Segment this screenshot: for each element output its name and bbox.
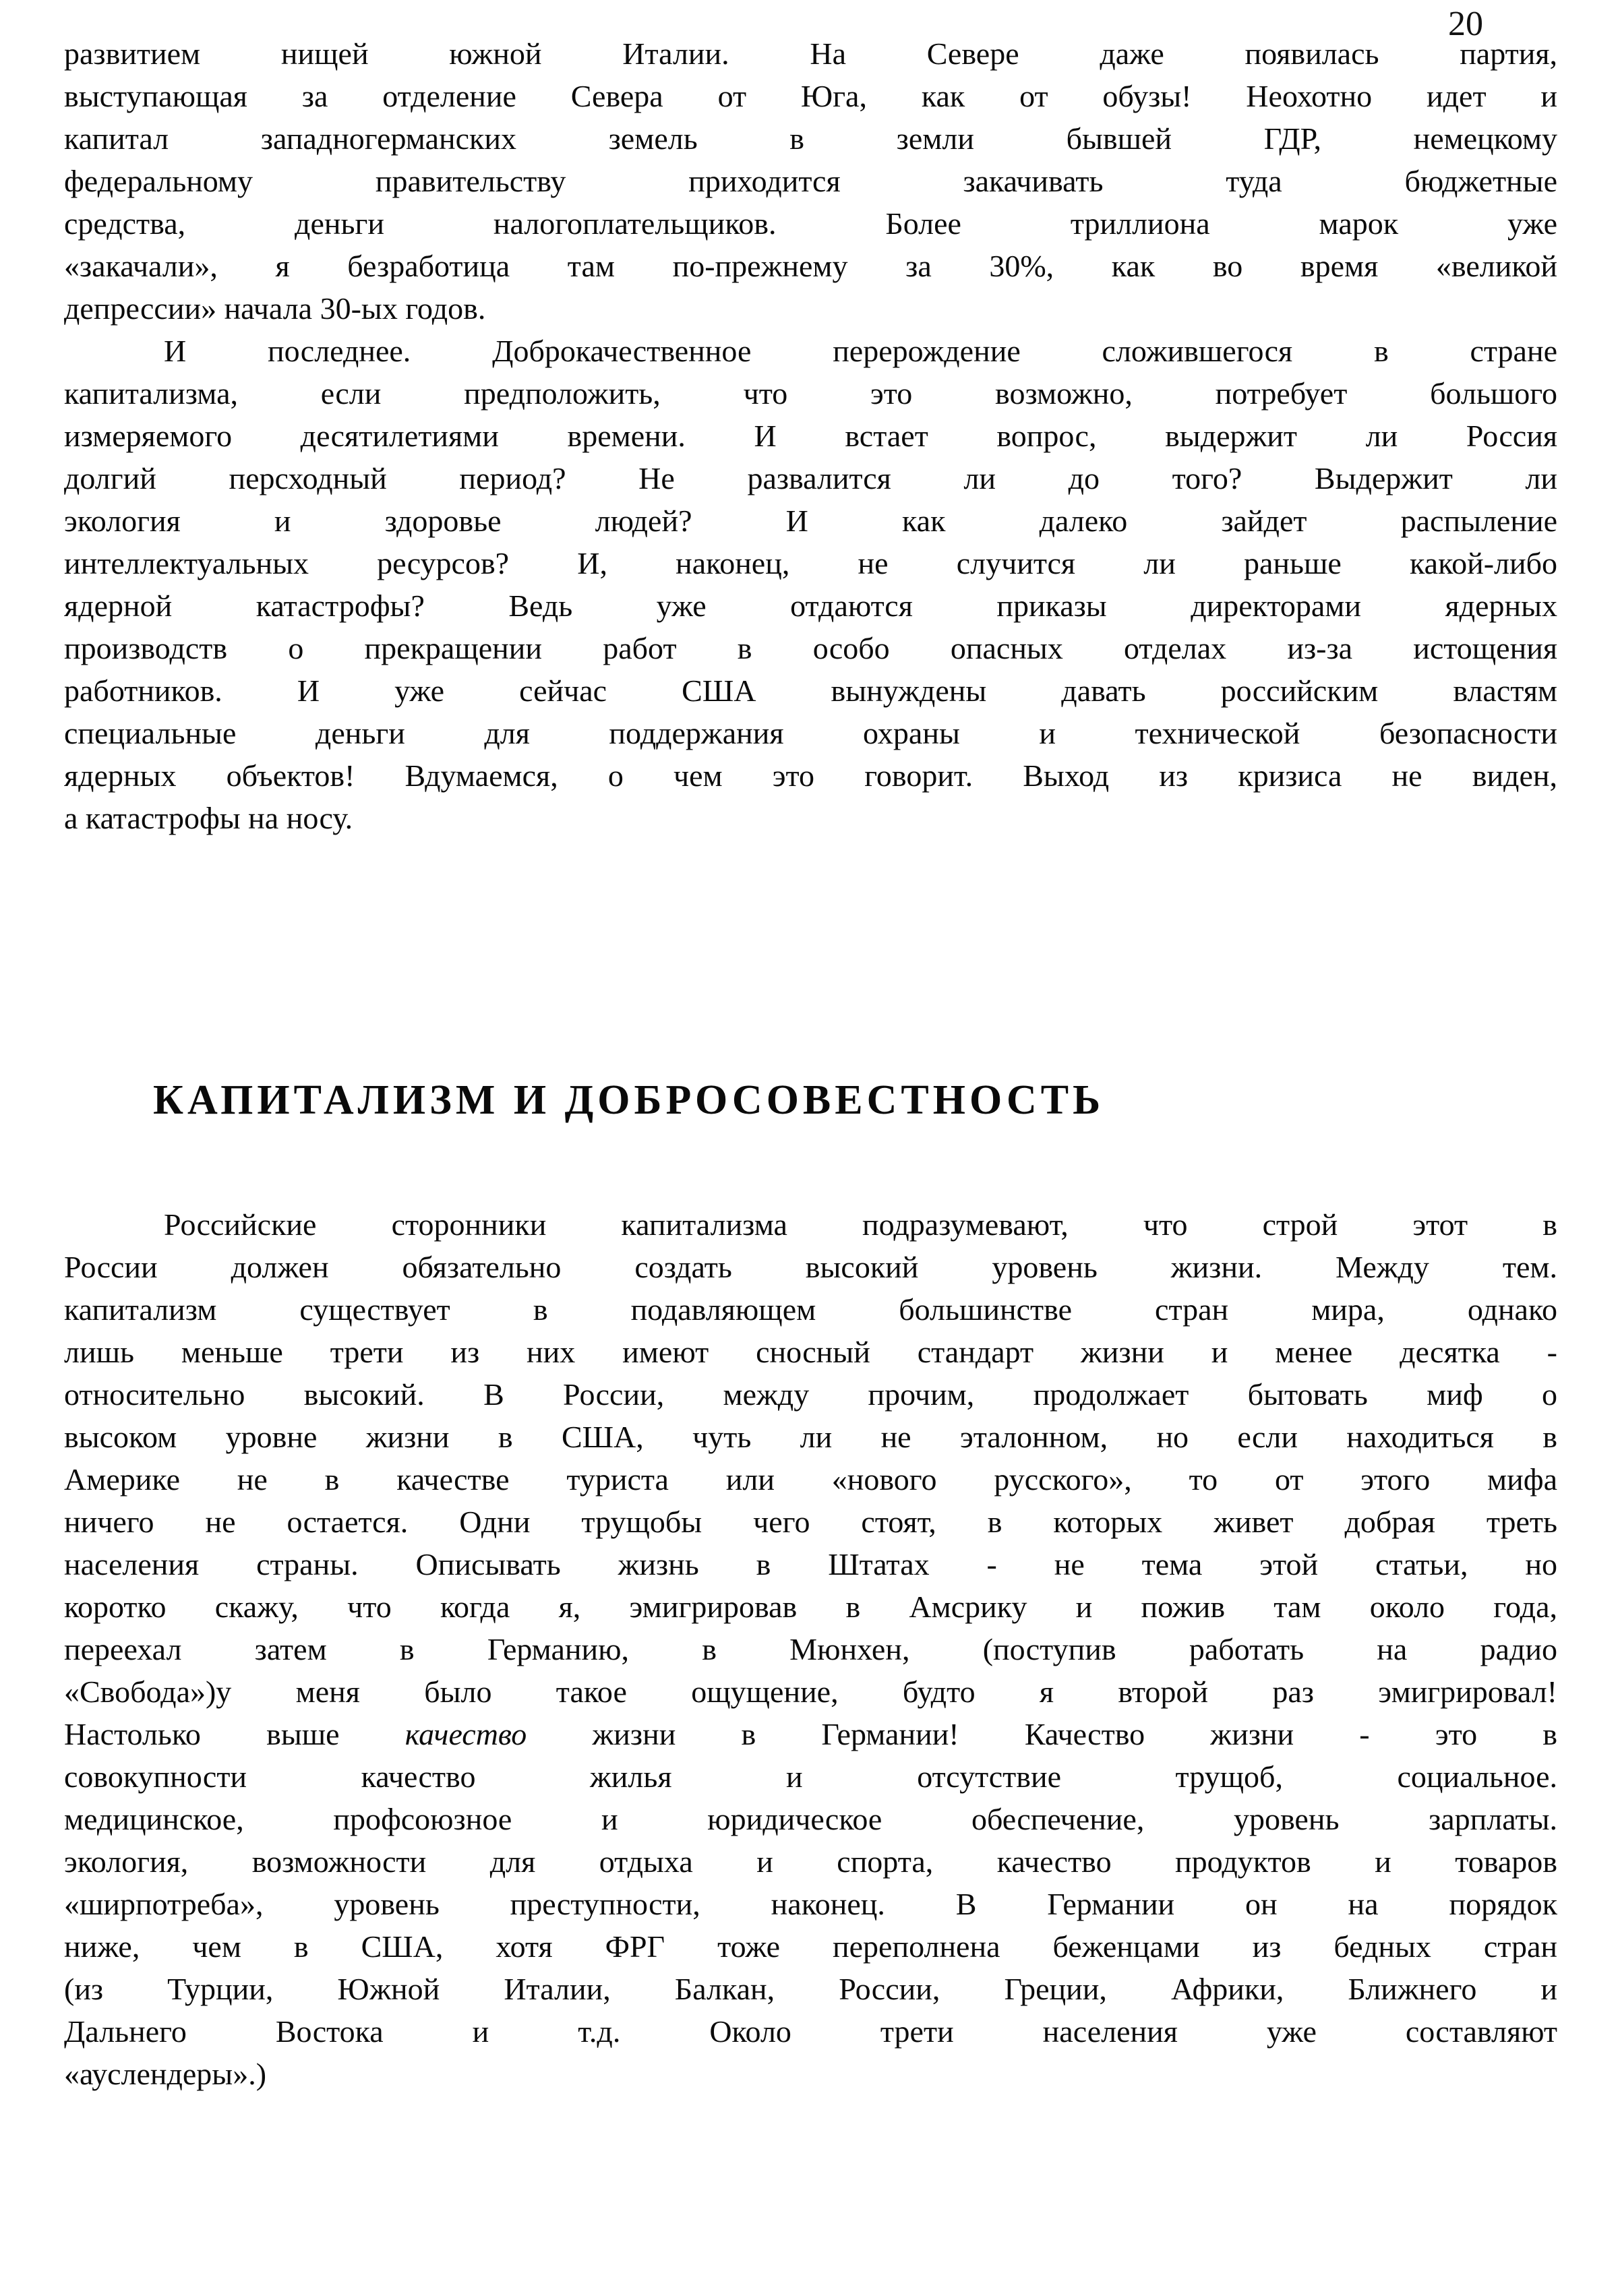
text-line: И последнее. Доброкачественное перерождение сложившегося в стране bbox=[164, 334, 1557, 368]
text-line: депрессии» начала 30-ых годов. bbox=[64, 291, 486, 326]
text-line: (из Турции, Южной Италии, Балкан, России, Греции, Африки, Ближнего и bbox=[64, 1972, 1557, 2006]
text-line: ниже, чем в США, хотя ФРГ тоже переполнена беженцами из бедных стран bbox=[64, 1929, 1557, 1964]
text-line: средства, деньги налогоплательщиков. Более триллиона марок уже bbox=[64, 206, 1557, 241]
text-line: медицинское, профсоюзное и юридическое обеспечение, уровень зарплаты. bbox=[64, 1802, 1557, 1836]
text-line: экология, возможности для отдыха и спорта, качество продуктов и товаров bbox=[64, 1844, 1557, 1879]
text-line: «закачали», я безработица там по-прежнему за 30%, как во время «великой bbox=[64, 249, 1557, 283]
text-line: развитием нищей южной Италии. На Севере даже появилась партия, bbox=[64, 36, 1557, 71]
text-line: специальные деньги для поддержания охраны и технической безопасности bbox=[64, 716, 1557, 750]
text-line: ядерной катастрофы? Ведь уже отдаются приказы директорами ядерных bbox=[64, 588, 1557, 623]
text-line: а катастрофы на носу. bbox=[64, 801, 353, 835]
text-line: выступающая за отделение Севера от Юга, как от обузы! Неохотно идет и bbox=[64, 79, 1557, 113]
text-line: капитализма, если предположить, что это возможно, потребует большого bbox=[64, 376, 1557, 411]
text-line: капитал западногерманских земель в земли бывшей ГДР, немецкому bbox=[64, 121, 1557, 156]
text-line: «ауслендеры».) bbox=[64, 2057, 267, 2091]
text-line: капитализм существует в подавляющем большинстве стран мира, однако bbox=[64, 1292, 1557, 1327]
text-block bbox=[64, 32, 1557, 2095]
text-line: Дальнего Востока и т.д. Около трети населения уже составляют bbox=[64, 2014, 1557, 2049]
text-line: производств о прекращении работ в особо опасных отделах из-за истощения bbox=[64, 631, 1557, 665]
text-line: федеральному правительству приходится закачивать туда бюджетные bbox=[64, 164, 1557, 198]
text-line: «ширпотреба», уровень преступности, наконец. В Германии он на порядок bbox=[64, 1887, 1557, 1921]
text-line: экология и здоровье людей? И как далеко зайдет распыление bbox=[64, 504, 1557, 538]
text-line: высоком уровне жизни в США, чуть ли не эталонном, но если находиться в bbox=[64, 1420, 1557, 1454]
text-line: лишь меньше трети из них имеют сносный стандарт жизни и менее десятка - bbox=[64, 1335, 1557, 1369]
text-line: ядерных объектов! Вдумаемся, о чем это говорит. Выход из кризиса не виден, bbox=[64, 758, 1557, 793]
text-line: совокупности качество жилья и отсутствие трущоб, социальное. bbox=[64, 1759, 1557, 1794]
text-line: «Свобода»)у меня было такое ощущение, будто я второй раз эмигрировал! bbox=[64, 1674, 1557, 1709]
page-number: 20 bbox=[1448, 5, 1483, 43]
paragraph bbox=[64, 1203, 1557, 2095]
text-line: населения страны. Описывать жизнь в Штатах - не тема этой статьи, но bbox=[64, 1547, 1557, 1581]
paragraph bbox=[64, 32, 1557, 330]
text-line: переехал затем в Германию, в Мюнхен, (поступив работать на радио bbox=[64, 1632, 1557, 1666]
section-heading: КАПИТАЛИЗМ И ДОБРОСОВЕСТНОСТЬ bbox=[153, 1077, 1105, 1123]
text-line: работников. И уже сейчас США вынуждены давать российским властям bbox=[64, 673, 1557, 708]
text-line: Америке не в качестве туриста или «нового русского», то от этого мифа bbox=[64, 1462, 1557, 1497]
text-line: измеряемого десятилетиями времени. И встает вопрос, выдержит ли Россия bbox=[64, 419, 1557, 453]
text-line: коротко скажу, что когда я, эмигрировав в Амсрику и пожив там около года, bbox=[64, 1590, 1557, 1624]
text-line: Настолько выше качество жизни в Германии! Качество жизни - это в bbox=[64, 1717, 1557, 1751]
text-line: ничего не остается. Одни трущобы чего стоят, в которых живет добрая треть bbox=[64, 1505, 1557, 1539]
text-line: долгий персходный период? Не развалится ли до того? Выдержит ли bbox=[64, 461, 1557, 495]
text-line: интеллектуальных ресурсов? И, наконец, не случится ли раньше какой-либо bbox=[64, 546, 1557, 580]
paragraph bbox=[64, 330, 1557, 839]
text-line: России должен обязательно создать высокий уровень жизни. Между тем. bbox=[64, 1250, 1557, 1284]
text-line: Российские сторонники капитализма подразумевают, что строй этот в bbox=[164, 1207, 1557, 1242]
text-line: относительно высокий. В России, между прочим, продолжает бытовать миф о bbox=[64, 1377, 1557, 1412]
